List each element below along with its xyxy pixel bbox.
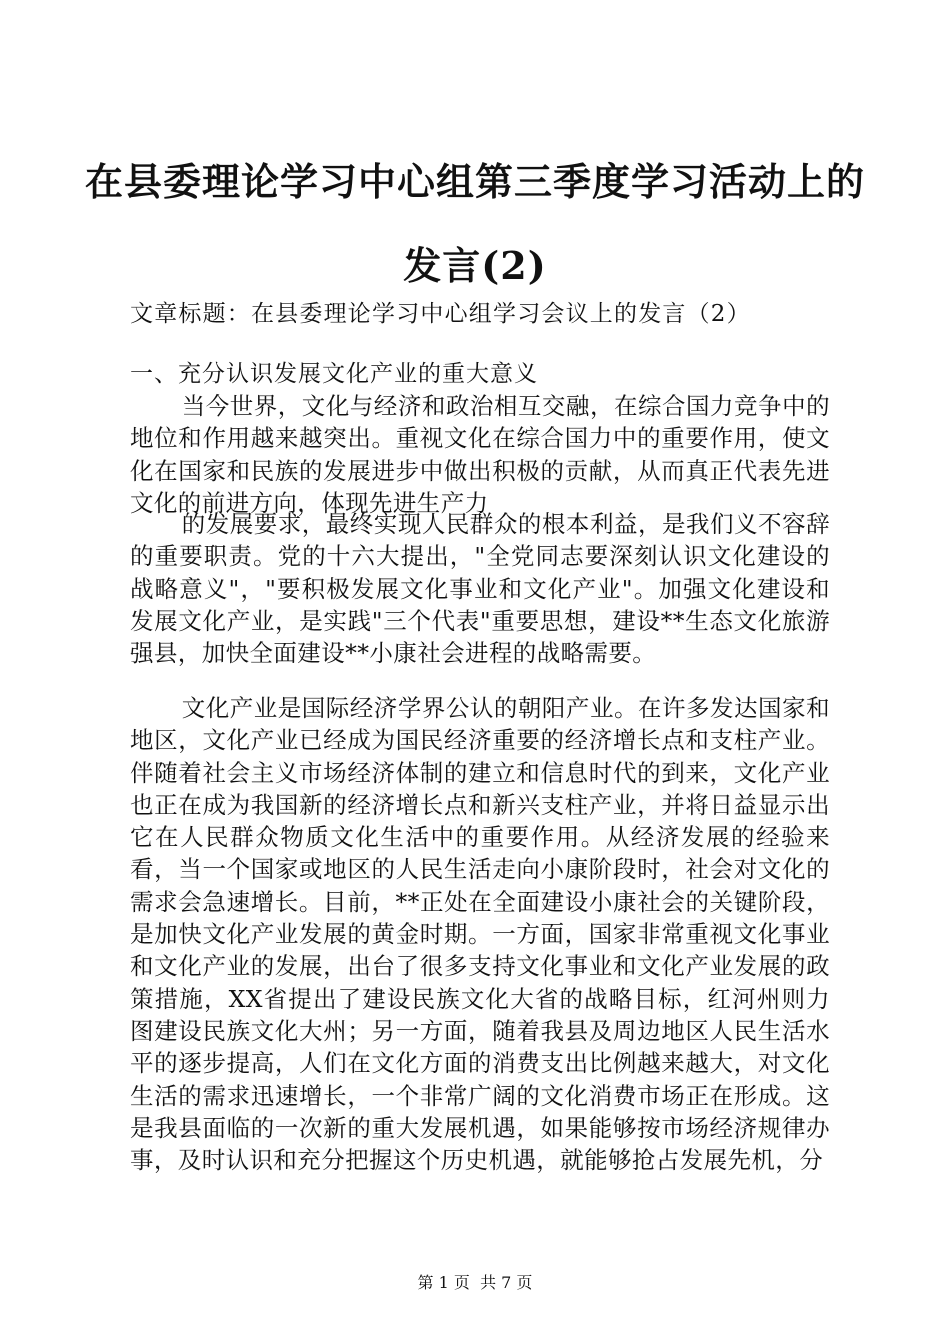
paragraph-text: 当今世界，文化与经济和政治相互交融，在综合国力竞争中的地位和作用越来越突出。重视文化在综合国力中的重要作用，使文化在国家和民族的发展进步中做出积极的贡献，从而真正代表先进文化的前进方向，体现先进生产力: [130, 392, 830, 517]
page-number-footer: 第 1 页 共 7 页: [417, 1273, 533, 1292]
document-title-line-2: 发言(2): [403, 243, 547, 288]
body-paragraph: [130, 692, 830, 1176]
body-paragraph: [130, 508, 830, 669]
paragraph-text: 文化产业是国际经济学界公认的朝阳产业。在许多发达国家和地区，文化产业已经成为国民经济重要的经济增长点和支柱产业。伴随着社会主义市场经济体制的建立和信息时代的到来，文化产业也正在成为我国新的经济增长点和新兴支柱产业，并将日益显示出它在人民群众物质文化生活中的重要作用。从经济发展的经验来看，当一个国家或地区的人民生活走向小康阶段时，社会对文化的需求会急速增长。目前，**正处在全面建设小康社会的关键阶段，是加快文化产业发展的黄金时期。一方面，国家非常重视文化事业和文化产业的发展，出台了很多支持文化事业和文化产业发展的政策措施，XX省提出了建设民族文化大省的战略目标，红河州则力图建设民族文化大州；另一方面，随着我县及周边地区人民生活水平的逐步提高，人们在文化方面的消费支出比例越来越大，对文化生活的需求迅速增长，一个非常广阔的文化消费市场正在形成。这是我县面临的一次新的重大发展机遇，如果能够按市场经济规律办事，及时认识和充分把握这个历史机遇，就能够抢占发展先机，分: [130, 694, 830, 1175]
section-heading: 一、充分认识发展文化产业的重大意义: [130, 361, 538, 387]
body-paragraph: [130, 390, 830, 519]
article-subtitle: 文章标题：在县委理论学习中心组学习会议上的发言（2）: [130, 301, 751, 327]
paragraph-text: 的发展要求，最终实现人民群众的根本利益，是我们义不容辞的重要职责。党的十六大提出，"全党同志要深刻认识文化建设的战略意义"，"要积极发展文化事业和文化产业"。加强文化建设和发展文化产业，是实践"三个代表"重要思想，建设**生态文化旅游强县，加快全面建设**小康社会进程的战略需要。: [130, 510, 830, 668]
document-title-line-1: 在县委理论学习中心组第三季度学习活动上的: [84, 159, 865, 204]
